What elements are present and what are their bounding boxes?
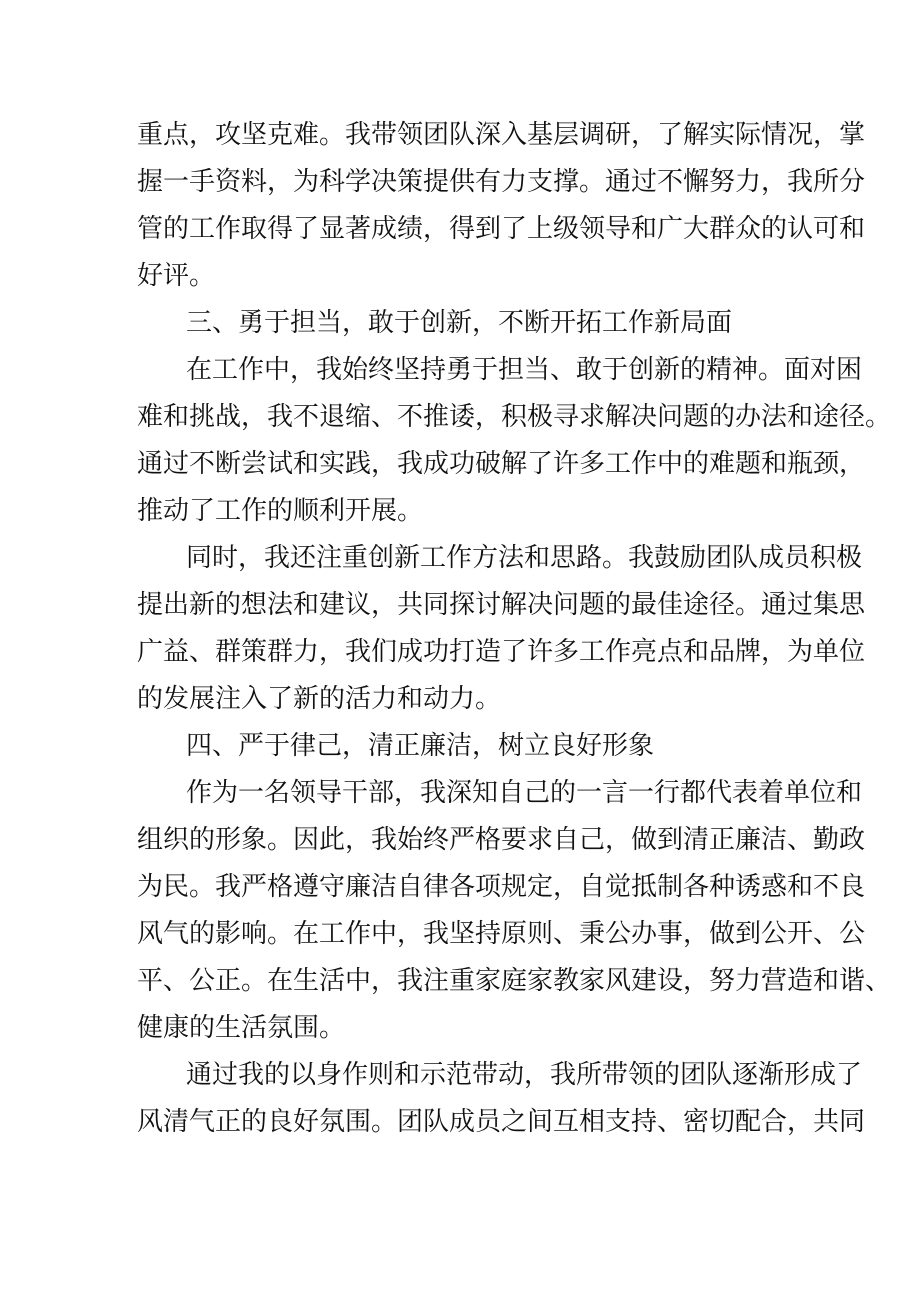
body-text-line: 推动了工作的顺利开展。 bbox=[137, 496, 424, 526]
body-text-line: 握一手资料，为科学决策提供有力支撑。通过不懈努力，我所分 bbox=[137, 167, 866, 197]
section-heading: 四、严于律己，清正廉洁，树立良好形象 bbox=[186, 731, 655, 761]
body-text-line: 风气的影响。在工作中，我坚持原则、秉公办事，做到公开、公 bbox=[137, 919, 866, 949]
section-heading: 三、勇于担当，敢于创新，不断开拓工作新局面 bbox=[186, 308, 733, 338]
body-text-line: 组织的形象。因此，我始终严格要求自己，做到清正廉洁、勤政 bbox=[137, 825, 866, 855]
body-text-line: 风清气正的良好氛围。团队成员之间互相支持、密切配合，共同 bbox=[137, 1107, 866, 1137]
body-text-line: 难和挑战，我不退缩、不推诿，积极寻求解决问题的办法和途径。 bbox=[137, 402, 892, 432]
body-text-line: 广益、群策群力，我们成功打造了许多工作亮点和品牌，为单位 bbox=[137, 637, 866, 667]
body-text-line: 通过我的以身作则和示范带动，我所带领的团队逐渐形成了 bbox=[186, 1060, 863, 1090]
body-text-line: 通过不断尝试和实践，我成功破解了许多工作中的难题和瓶颈， bbox=[137, 449, 866, 479]
body-text-line: 为民。我严格遵守廉洁自律各项规定，自觉抵制各种诱惑和不良 bbox=[137, 872, 866, 902]
body-text-line: 在工作中，我始终坚持勇于担当、敢于创新的精神。面对困 bbox=[186, 355, 863, 385]
body-text-line: 提出新的想法和建议，共同探讨解决问题的最佳途径。通过集思 bbox=[137, 590, 866, 620]
body-text-line: 作为一名领导干部，我深知自己的一言一行都代表着单位和 bbox=[186, 778, 863, 808]
body-text-line: 同时，我还注重创新工作方法和思路。我鼓励团队成员积极 bbox=[186, 543, 863, 573]
body-text-line: 管的工作取得了显著成绩，得到了上级领导和广大群众的认可和 bbox=[137, 214, 866, 244]
body-text-line: 好评。 bbox=[137, 261, 216, 291]
body-text-line: 重点，攻坚克难。我带领团队深入基层调研，了解实际情况，掌 bbox=[137, 120, 866, 150]
body-text-line: 平、公正。在生活中，我注重家庭家教家风建设，努力营造和谐、 bbox=[137, 966, 892, 996]
body-text-line: 健康的生活氛围。 bbox=[137, 1013, 346, 1043]
body-text-line: 的发展注入了新的活力和动力。 bbox=[137, 684, 502, 714]
